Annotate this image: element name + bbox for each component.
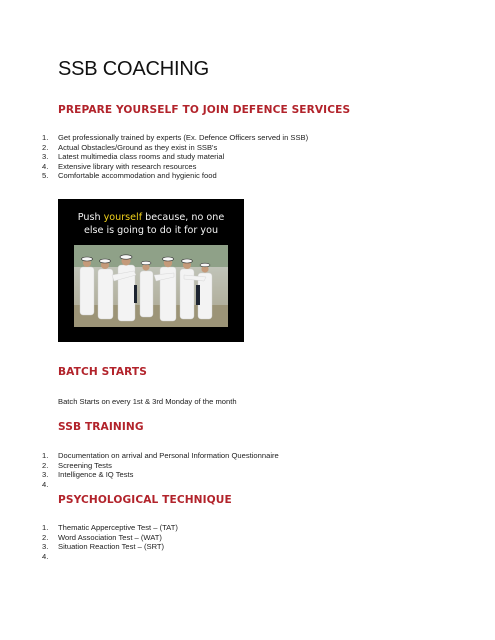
image-caption bbox=[58, 211, 244, 237]
list-number: 3. bbox=[42, 152, 49, 162]
batch-text: Batch Starts on every 1st & 3rd Monday of the month bbox=[58, 397, 237, 406]
list-number: 3. bbox=[42, 542, 49, 552]
caption-line-2: else is going to do it for you bbox=[83, 225, 219, 236]
list-number: 1. bbox=[42, 451, 49, 460]
section-heading-training: SSB TRAINING bbox=[58, 421, 144, 433]
list-text: Situation Reaction Test – (SRT) bbox=[58, 542, 165, 552]
list-number: 2. bbox=[42, 532, 49, 542]
list-text: Comfortable accommodation and hygienic food bbox=[58, 171, 217, 181]
list-number: 5. bbox=[42, 171, 49, 181]
caption-highlight: yourself bbox=[103, 212, 143, 223]
section-heading-psych: PSYCHOLOGICAL TECHNIQUE bbox=[58, 494, 232, 506]
caption-text: because, no one bbox=[142, 212, 225, 223]
section-heading-batch: BATCH STARTS bbox=[58, 366, 147, 378]
list-number: 4. bbox=[42, 161, 49, 171]
motivational-image bbox=[58, 199, 244, 342]
list-text: Thematic Apperceptive Test – (TAT) bbox=[58, 523, 178, 532]
list-text: Word Association Test – (WAT) bbox=[58, 532, 162, 542]
list-text: Screening Tests bbox=[58, 460, 112, 470]
list-number: 4. bbox=[42, 551, 49, 561]
list-number: 4. bbox=[42, 479, 49, 489]
list-text: Get professionally trained by experts (Ex. Defence Officers served in SSB) bbox=[58, 133, 309, 142]
list-number: 3. bbox=[42, 470, 49, 480]
caption-text: Push bbox=[77, 212, 104, 223]
list-text: Documentation on arrival and Personal Information Questionnaire bbox=[58, 451, 279, 460]
section-heading-prepare: PREPARE YOURSELF TO JOIN DEFENCE SERVICES bbox=[58, 104, 351, 116]
page-title: SSB COACHING bbox=[58, 58, 209, 80]
list-number: 1. bbox=[42, 133, 49, 142]
marching-officers-photo bbox=[74, 245, 228, 327]
list-text: Intelligence & IQ Tests bbox=[58, 470, 134, 480]
list-number: 2. bbox=[42, 142, 49, 152]
list-text: Actual Obstacles/Ground as they exist in SSB's bbox=[58, 142, 218, 152]
list-text: Latest multimedia class rooms and study material bbox=[58, 152, 225, 162]
list-text: Extensive library with research resources bbox=[58, 161, 197, 171]
list-number: 1. bbox=[42, 523, 49, 532]
list-number: 2. bbox=[42, 460, 49, 470]
